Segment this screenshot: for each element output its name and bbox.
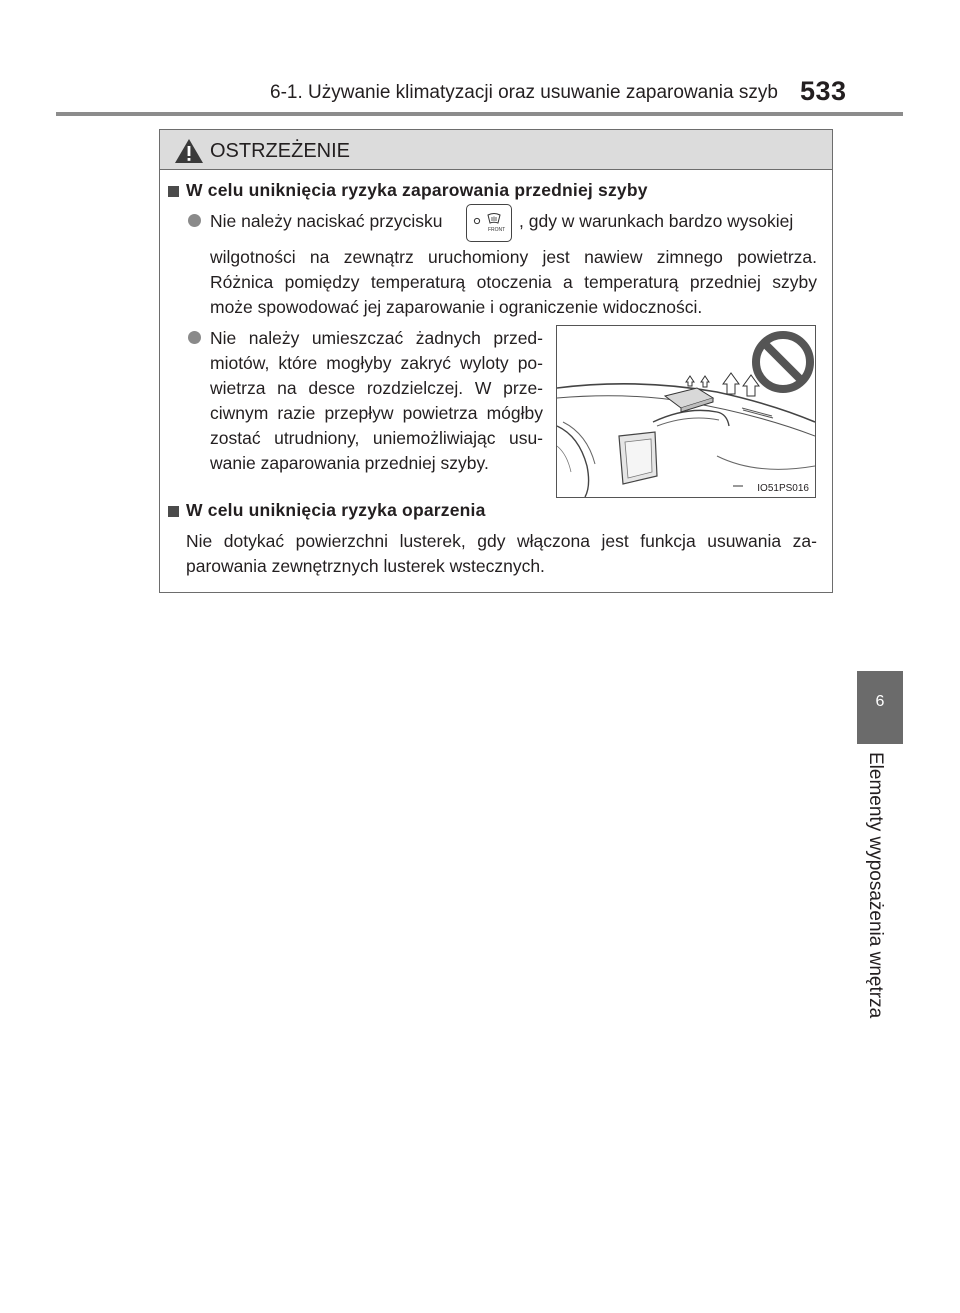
bullet-text-continued: , gdy w warunkach bardzo wysokiej [519, 211, 794, 231]
bullet-text-line: miotów, które mogłyby zakryć wyloty po- [210, 353, 543, 373]
chapter-label-text: Elementy wyposażenia wnętrza [865, 752, 886, 1019]
section-marker [168, 186, 179, 197]
front-label: FRONT [488, 227, 506, 233]
bullet-text-line: Różnica pomiędzy temperaturą otoczenia a temperaturą przedniej szyby [210, 272, 817, 292]
section-title: 6-1. Używanie klimatyzacji oraz usuwanie zaparowania szyb [270, 82, 778, 103]
section-heading-burns: W celu uniknięcia ryzyka oparzenia [186, 500, 486, 520]
bullet-text-line: wanie zaparowania przedniej szyby. [210, 453, 489, 473]
warning-title: OSTRZEŻENIE [210, 140, 351, 162]
section-heading-fogging: W celu uniknięcia ryzyka zaparowania przedniej szyby [186, 180, 648, 200]
bullet-text-line: wilgotności na zewnątrz uruchomiony jest nawiew zimnego powietrza. [210, 247, 817, 267]
bullet-text-line: wietrza na desce rozdzielczej. W prze- [210, 378, 543, 398]
dashboard-prohibited-illustration [556, 325, 816, 498]
bullet-text-line: ciwnym razie przepływ powietrza mógłby [210, 403, 543, 423]
bullet-dot [188, 214, 201, 227]
section-text-line: parowania zewnętrznych lusterek wstecznych. [186, 556, 545, 576]
page-number: 533 [800, 76, 847, 106]
bullet-text: Nie należy naciskać przycisku [210, 211, 443, 231]
header-rule [56, 112, 903, 116]
front-defroster-button-icon [466, 204, 512, 242]
warning-triangle-icon [174, 138, 204, 164]
bullet-text-line: może spowodować jej zaparowanie i ograniczenie widoczności. [210, 297, 703, 317]
section-marker [168, 506, 179, 517]
chapter-number: 6 [875, 693, 885, 710]
section-text-line: Nie dotykać powierzchni lusterek, gdy włączona jest funkcja usuwania za- [186, 531, 817, 551]
chapter-label [862, 752, 888, 1022]
bullet-dot [188, 331, 201, 344]
illustration-code: IO51PS016 [757, 483, 809, 494]
bullet-text-line: Nie należy umieszczać żadnych przed- [210, 328, 543, 348]
warning-header [160, 130, 832, 170]
bullet-text-line: zostać utrudniony, uniemożliwiając usu- [210, 428, 543, 448]
chapter-tab [857, 671, 903, 744]
